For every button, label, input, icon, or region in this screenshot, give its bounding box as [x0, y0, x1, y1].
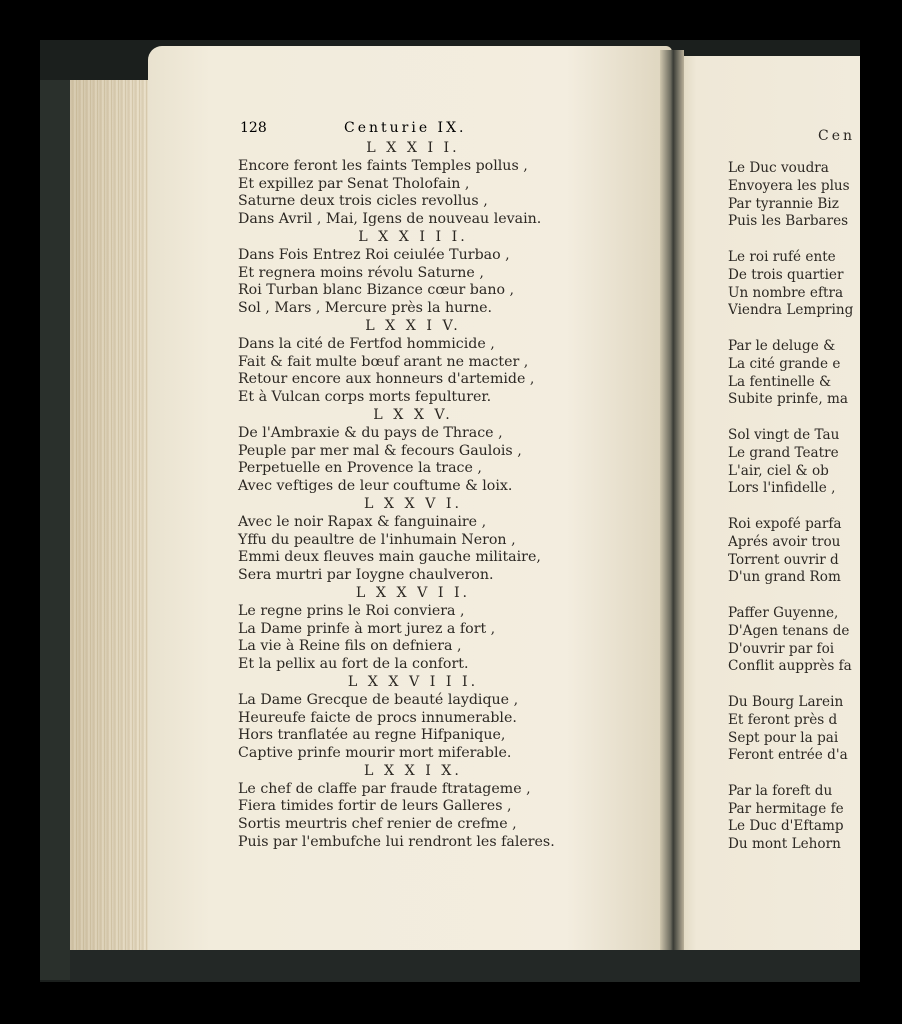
verse-line: D'un grand Rom [728, 569, 841, 586]
verse-line: La vie à Reine fils on defniera , [238, 638, 462, 655]
verse-line: Saturne deux trois cicles revollus , [238, 193, 488, 210]
quatrain-number: L X X I V. [365, 317, 461, 334]
left-page-text [238, 140, 598, 852]
verse-line: Roi Turban blanc Bizance cœur bano , [238, 282, 515, 299]
verse-line: De l'Ambraxie & du pays de Thrace , [238, 424, 503, 441]
quatrain-number: L X X I I. [366, 140, 460, 156]
verse-line: Dans la cité de Fertfod hommicide , [238, 335, 495, 352]
verse-line: Hors tranflatée au regne Hifpanique, [238, 727, 506, 744]
verse-line: D'Agen tenans de [728, 622, 850, 639]
verse-line: Avec le noir Rapax & fanguinaire , [238, 513, 487, 530]
verse-line: Sera murtri par Ioygne chaulveron. [238, 567, 494, 584]
verse-line: Sept pour la pai [728, 729, 839, 746]
right-running-title: Cen [818, 128, 856, 144]
verse-line: Conflit aupprès fa [728, 658, 852, 675]
verse-line: Le grand Teatre [728, 444, 839, 461]
verse-line: Le Duc d'Eftamp [728, 818, 844, 835]
verse-line: Par hermitage fe [728, 800, 844, 817]
verse-line: Peuple par mer mal & fecours Gaulois , [238, 442, 522, 459]
verse-line: Par tyrannie Biz [728, 195, 839, 212]
verse-line: D'ouvrir par foi [728, 640, 835, 657]
verse-line: La Dame prinfe à mort jurez a fort , [238, 620, 496, 637]
quatrain-number: L X X V. [373, 406, 453, 423]
verse-line: De trois quartier [728, 266, 844, 283]
verse-line: Captive prinfe mourir mort miferable. [238, 745, 512, 762]
verse-line: Et regnera moins révolu Saturne , [238, 264, 484, 281]
verse-line: Retour encore aux honneurs d'artemide , [238, 371, 535, 388]
verse-line: Heureufe faicte de procs innumerable. [238, 709, 517, 726]
verse-line: Le roi rufé ente [728, 248, 836, 265]
quatrain-number: L X X V I I. [355, 584, 471, 601]
verse-line: Envoyera les plus [728, 177, 850, 194]
verse-line: Par le deluge & [728, 337, 836, 354]
verse-line: Du mont Lehorn [728, 836, 841, 853]
verse-line: Fiera timides fortir de leurs Galleres , [238, 798, 512, 815]
verse-line: Feront entrée d'a [728, 747, 848, 764]
verse-line: Subite prinfe, ma [728, 391, 848, 408]
page-number: 128 [240, 120, 267, 136]
verse-line [728, 498, 860, 516]
verse-line: Paffer Guyenne, [728, 604, 839, 621]
verse-line: Yffu du peaultre de l'inhumain Neron , [238, 531, 516, 548]
verse-line: Du Bourg Larein [728, 693, 844, 710]
verse-line: Et la pellix au fort de la confort. [238, 656, 469, 673]
verse-line: Dans Avril , Mai, Igens de nouveau levain. [238, 211, 542, 228]
verse-line: Et à Vulcan corps morts fepulturer. [238, 389, 492, 406]
verse-line: Puis les Barbares [728, 213, 849, 230]
book-cover-edge [40, 80, 70, 980]
quatrain-number: L X X I I I. [358, 228, 468, 245]
verse-line: Torrent ouvrir d [728, 551, 839, 568]
verse-line: Et feront près d [728, 711, 838, 728]
verse-line: Viendra Lempring [728, 302, 854, 319]
verse-line [728, 587, 860, 605]
verse-line: Un nombre eftra [728, 284, 844, 301]
verse-line: Encore feront les faints Temples pollus , [238, 157, 528, 174]
verse-line: Sol , Mars , Mercure près la hurne. [238, 300, 493, 317]
verse-line: Roi expofé parfa [728, 515, 842, 532]
verse-line: Le regne prins le Roi conviera , [238, 602, 465, 619]
verse-line [728, 409, 860, 427]
verse-line [728, 676, 860, 694]
verse-line: Dans Fois Entrez Roi ceiulée Turbao , [238, 246, 510, 263]
bottom-shadow [70, 950, 860, 982]
verse-line: Et expillez par Senat Tholofain , [238, 175, 470, 192]
right-page-text [728, 160, 860, 854]
verse-line: Avec veftiges de leur couftume & loix. [238, 478, 513, 495]
book-gutter [660, 50, 684, 950]
verse-line: Puis par l'embufche lui rendront les faleres. [238, 834, 555, 851]
quatrain-number: L X X V I I I. [347, 673, 479, 690]
verse-line: La cité grande e [728, 355, 841, 372]
quatrain-number: L X X I X. [364, 762, 462, 779]
verse-line: Le chef de claffe par fraude ftratageme , [238, 780, 531, 797]
verse-line: Perpetuelle en Provence la trace , [238, 460, 482, 477]
verse-line [728, 231, 860, 249]
running-title: Centurie IX. [344, 120, 467, 136]
verse-line: La Dame Grecque de beauté laydique , [238, 691, 519, 708]
verse-line: Fait & fait multe bœuf arant ne macter , [238, 353, 529, 370]
verse-line: L'air, ciel & ob [728, 462, 829, 479]
left-page-header [240, 120, 570, 140]
verse-line: Emmi deux fleuves main gauche militaire, [238, 549, 541, 566]
verse-line: La fentinelle & [728, 373, 832, 390]
verse-line: Aprés avoir trou [728, 533, 841, 550]
verse-line: Sortis meurtris chef renier de crefme , [238, 816, 517, 833]
verse-line: Sol vingt de Tau [728, 426, 840, 443]
verse-line: Lors l'infidelle , [728, 480, 836, 497]
verse-line [728, 320, 860, 338]
verse-line [728, 765, 860, 783]
quatrain-number: L X X V I. [363, 495, 463, 512]
verse-line: Par la foreft du [728, 782, 833, 799]
verse-line: Le Duc voudra [728, 160, 829, 176]
